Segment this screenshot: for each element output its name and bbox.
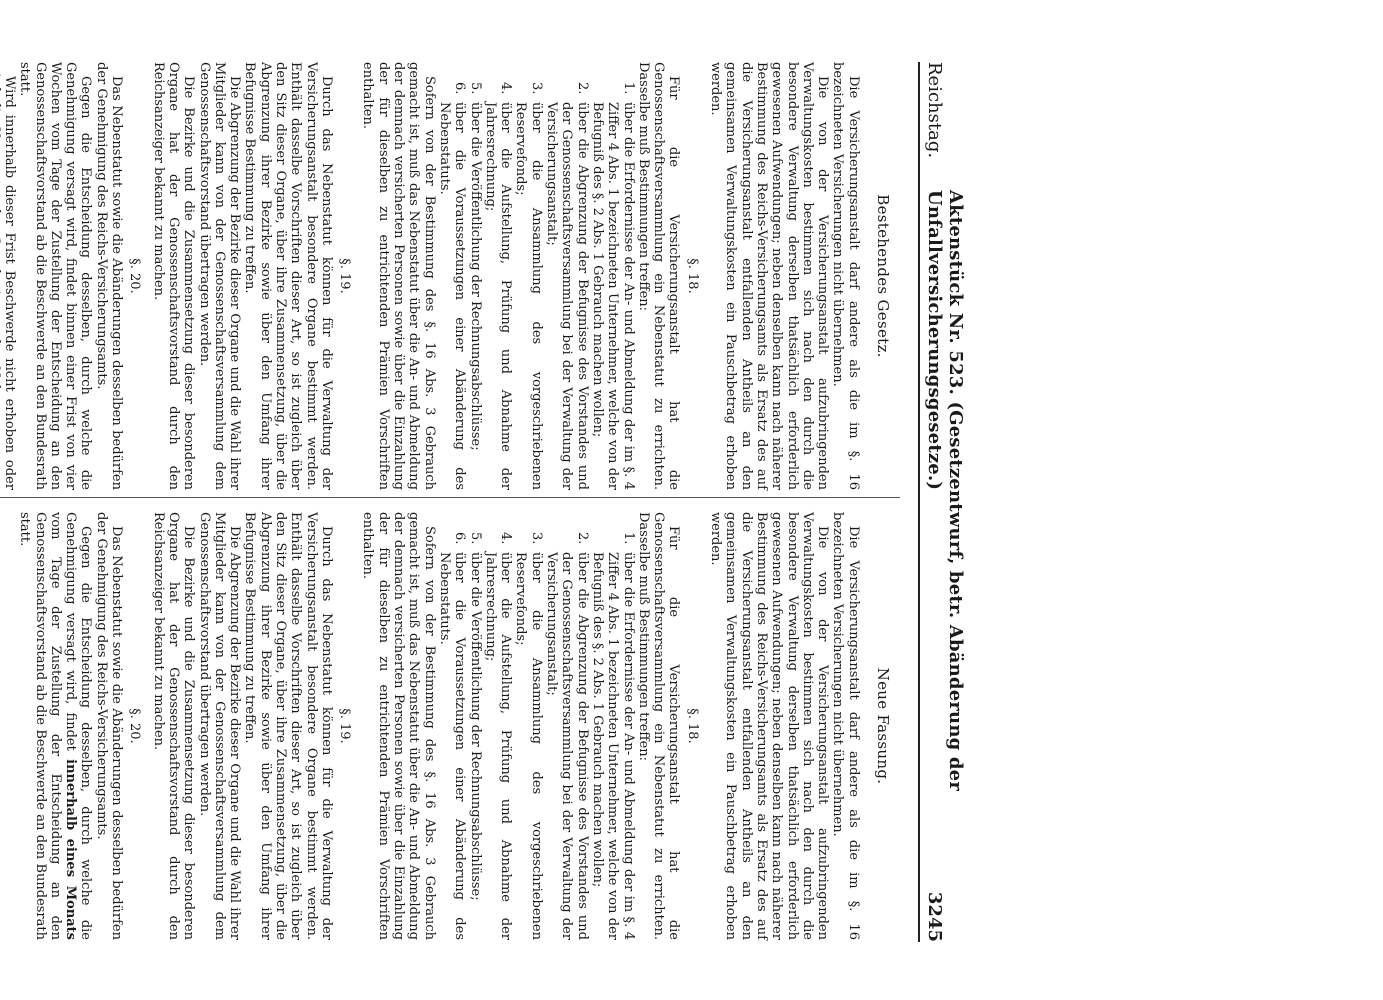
item-text: über die Abgrenzung der Befugnisse des Vorstandes und der Genossenschaftsversammlung bei der Verwaltung der Versicherungsanstalt; <box>544 102 590 490</box>
list-item <box>437 82 468 490</box>
paragraph <box>17 512 93 940</box>
item-text: über die Ansammlung des vorgeschriebenen Reservefonds; <box>513 102 544 490</box>
list-item <box>467 82 482 490</box>
left-column <box>0 62 900 490</box>
item-text: über die Aufstellung, Prüfung und Abnahme der Jahresrechnung; <box>482 552 514 940</box>
paragraph: Durch das Nebenstatut können für die Verwaltung der Versicherungsanstalt besondere Organe bestimmt werden. Enthält dasselbe Vorschriften dieser Art, so ist zugleich über den Sitz dieser Organe, über ihre Zusammensetzung, über die Abgrenzung ihrer Bezirke sowie über den Umfang ihrer Befugnisse Bestimmung zu treffen. <box>242 512 334 940</box>
paragraph: Die Abgrenzung der Bezirke dieser Organe und die Wahl ihrer Mitglieder kann von der Genossenschaftsversammlung dem Genossenschaftsvorstand übertragen werden. <box>196 62 243 490</box>
item-text: über die Abgrenzung der Befugnisse des Vorstandes und der Genossenschaftsversammlung bei der Verwaltung der Versicherungsanstalt; <box>544 552 590 940</box>
list-item <box>544 82 590 490</box>
item-text: über die Voraussetzungen einer Abänderung des Nebenstatuts. <box>436 102 468 490</box>
paragraph: Die Bezirke und die Zusammensetzung dieser besonderen Organe hat der Genossenschaftsvorstand durch den Reichsanzeiger bekannt zu machen. <box>150 512 197 940</box>
section-heading: §. 18. <box>684 258 700 294</box>
item-text: über die Erfordernisse der An- und Abmeldung der im §. 4 Ziffer 4 Abs. 1 bezeichneten Unternehmer, welche von der Befugniß des §. 2 Abs. 1 Gebrauch machen wollen; <box>589 102 636 490</box>
header-left: Reichstag. <box>924 62 945 159</box>
paragraph: Die Versicherungsanstalt darf andere als die im §. 16 bezeichneten Versicherungen nicht übernehmen. <box>830 512 861 940</box>
item-number: 2. <box>574 82 590 95</box>
page-header <box>918 62 966 942</box>
section-heading: §. 18. <box>684 708 700 744</box>
paragraph: Die Bezirke und die Zusammensetzung dieser besonderen Organe hat der Genossenschaftsvorstand durch den Reichsanzeiger bekannt zu machen. <box>150 62 197 490</box>
right-column <box>17 512 900 940</box>
numbered-list <box>437 62 636 490</box>
list-item <box>467 532 482 940</box>
section-heading: §. 19. <box>337 258 353 294</box>
section-heading: §. 20. <box>127 258 143 294</box>
item-number: 1. <box>620 532 636 545</box>
section-heading: §. 19. <box>337 708 353 744</box>
item-text: über die Voraussetzungen einer Abänderung des Nebenstatuts. <box>436 552 468 940</box>
item-text: über die Ansammlung des vorgeschriebenen Reservefonds; <box>513 552 544 940</box>
column-divider <box>0 497 900 498</box>
item-text: über die Erfordernisse der An- und Abmeldung der im §. 4 Ziffer 4 Abs. 1 bezeichneten Unternehmer, welche von der Befugniß des §. 2 Abs. 1 Gebrauch machen wollen; <box>589 552 636 940</box>
paragraph: Das Nebenstatut sowie die Abänderungen desselben bedürfen der Genehmigung des Reichs-Versicherungsamts. <box>93 62 125 490</box>
item-text: über die Veröffentlichung der Rechnungsabschlüsse; <box>467 102 483 451</box>
list-item <box>513 532 544 940</box>
paragraph: Wird innerhalb dieser Frist Beschwerde nicht erhoben oder <box>1 76 17 490</box>
paragraph: Für die Versicherungsanstalt hat die Genossenschaftsversammlung ein Nebenstatut zu errichten. Dasselbe muß Bestimmungen treffen: <box>635 512 682 940</box>
paragraph: Die Abgrenzung der Bezirke dieser Organe und die Wahl ihrer Mitglieder kann von der Genossenschaftsversammlung dem Genossenschaftsvorstand übertragen werden. <box>196 512 243 940</box>
item-number: 4. <box>498 532 514 545</box>
header-title: Aktenstück Nr. 523. (Gesetzentwurf, betr. Abänderung der Unfallversicherungsgesetze.) <box>924 190 966 791</box>
list-item <box>590 82 636 490</box>
item-number: 6. <box>452 532 468 545</box>
paragraph: Gegen die Entscheidung desselben, durch welche die Genehmigung versagt wird, findet binnen einer Frist von vier Wochen vom Tage der Zustellung der Entscheidung an den Genossenschaftsvorstand ab die Beschwerde an den Bundesrath statt. <box>17 62 94 490</box>
column-title: Neue Fassung. <box>874 667 892 785</box>
item-number: 1. <box>620 82 636 95</box>
paragraph: Sofern von der Bestimmung des §. 16 Abs. 3 Gebrauch gemacht ist, muß das Nebenstatut über die An- und Abmeldung der demnach versicherten Personen sowie über die Einzahlung der für dieselben zu entrichtenden Prämien Vorschriften enthalten. <box>360 62 437 490</box>
paragraph: Durch das Nebenstatut können für die Verwaltung der Versicherungsanstalt besondere Organe bestimmt werden. Enthält dasselbe Vorschriften dieser Art, so ist zugleich über den Sitz dieser Organe, über ihre Zusammensetzung, über die Abgrenzung ihrer Bezirke sowie über den Umfang ihrer Befugnisse Bestimmung zu treffen. <box>242 62 334 490</box>
item-number: 5. <box>467 82 483 95</box>
column-title: Bestehendes Gesetz. <box>874 194 892 358</box>
paragraph: Für die Versicherungsanstalt hat die Genossenschaftsversammlung ein Nebenstatut zu errichten. Dasselbe muß Bestimmungen treffen: <box>635 62 682 490</box>
item-number: 3. <box>528 532 544 545</box>
paragraph: Die Versicherungsanstalt darf andere als die im §. 16 bezeichneten Versicherungen nicht übernehmen. <box>830 62 861 490</box>
item-number: 4. <box>498 82 514 95</box>
section-heading: §. 20. <box>127 708 143 744</box>
item-text: über die Veröffentlichung der Rechnungsabschlüsse; <box>467 552 483 901</box>
item-number: 2. <box>574 532 590 545</box>
list-item <box>483 82 514 490</box>
list-item <box>590 532 636 940</box>
paragraph: Die von der Versicherungsanstalt aufzubringenden Verwaltungskosten bestimmen sich nach den durch die besondere Verwaltung derselben thatsächlich erforderlich gewesenen Aufwendungen; neben denselben kann nach näherer Bestimmung des Reichs-Versicherungsamts als Ersatz des auf die Versicherungsanstalt entfallenden Antheils an den gemeinsamen Verwaltungskosten ein Pauschbetrag erhoben werden. <box>708 62 831 490</box>
paragraph: Das Nebenstatut sowie die Abänderungen desselben bedürfen der Genehmigung des Reichs-Versicherungsamts. <box>93 512 125 940</box>
header-page-number: 3245 <box>924 891 945 942</box>
item-number: 6. <box>452 82 468 95</box>
paragraph: Sofern von der Bestimmung des §. 16 Abs. 3 Gebrauch gemacht ist, muß das Nebenstatut über die An- und Abmeldung der demnach versicherten Personen sowie über die Einzahlung der für dieselben zu entrichtenden Prämien Vorschriften enthalten. <box>360 512 437 940</box>
paragraph-text: Gegen die Entscheidung desselben, durch welche die Genehmigung versagt wird, findet <box>63 512 94 940</box>
paragraph: Die von der Versicherungsanstalt aufzubringenden Verwaltungskosten bestimmen sich nach den durch die besondere Verwaltung derselben thatsächlich erforderlich gewesenen Aufwendungen; neben denselben kann nach näherer Bestimmung des Reichs-Versicherungsamts als Ersatz des auf die Versicherungsanstalt entfallenden Antheils an den gemeinsamen Verwaltungskosten ein Pauschbetrag erhoben werden. <box>708 512 831 940</box>
emphasized-text: innerhalb eines Monats <box>63 759 79 940</box>
numbered-list <box>437 512 636 940</box>
list-item <box>437 532 468 940</box>
list-item <box>513 82 544 490</box>
item-number: 5. <box>467 532 483 545</box>
list-item <box>544 532 590 940</box>
item-number: 3. <box>528 82 544 95</box>
item-text: über die Aufstellung, Prüfung und Abnahme der Jahresrechnung; <box>482 102 514 490</box>
list-item <box>483 532 514 940</box>
paragraph-text: vom Tage der Zustellung der Entscheidung an den Genossenschaftsvorstand ab die Beschwerde an den Bundesrath statt. <box>17 512 63 940</box>
